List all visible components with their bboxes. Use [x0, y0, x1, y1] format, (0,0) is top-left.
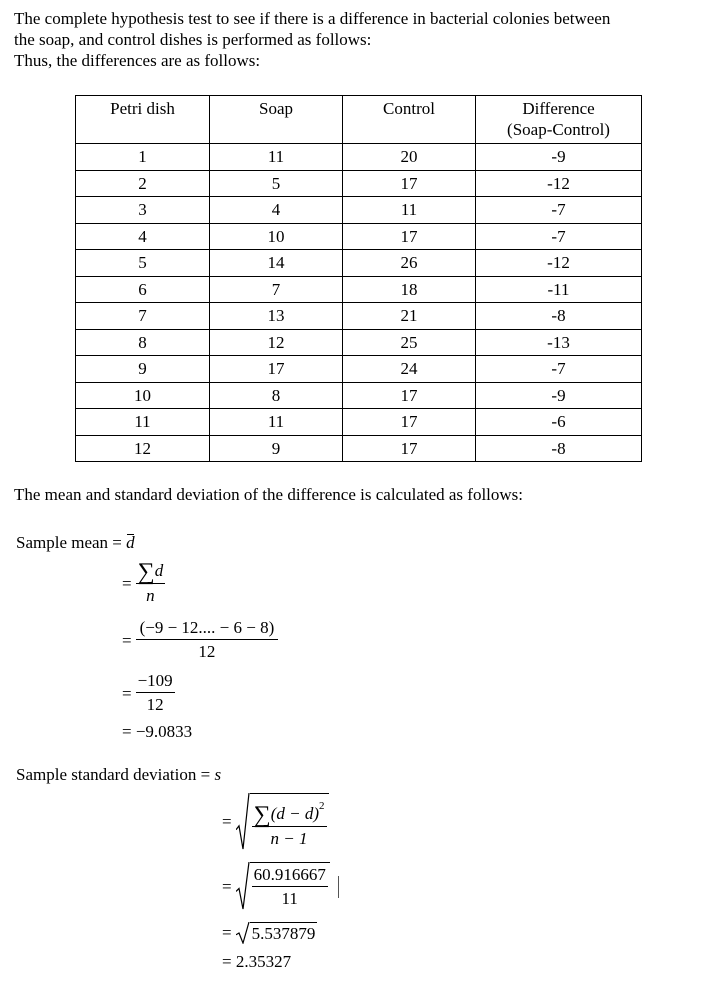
cell-soap: 17 [210, 356, 343, 383]
sd-step-2-numerator: 60.916667 [252, 864, 328, 887]
mean-step-3-numerator: −109 [136, 670, 175, 693]
mean-step-3-fraction [136, 670, 175, 717]
sd-step-2-denominator: 11 [281, 889, 298, 908]
cell-control: 17 [343, 170, 476, 197]
cell-difference: -13 [476, 329, 642, 356]
table-row [76, 223, 642, 250]
cell-control: 17 [343, 223, 476, 250]
table-row [76, 197, 642, 224]
header-difference [476, 96, 642, 144]
table-header-row [76, 96, 642, 144]
cell-control: 26 [343, 250, 476, 277]
cell-petri-dish: 12 [76, 435, 210, 462]
cell-difference: -9 [476, 382, 642, 409]
cell-petri-dish: 7 [76, 303, 210, 330]
cell-petri-dish: 4 [76, 223, 210, 250]
table-body [76, 144, 642, 462]
cell-petri-dish: 3 [76, 197, 210, 224]
sd-step-3-radical [236, 922, 318, 944]
cell-control: 11 [343, 197, 476, 224]
table-row [76, 250, 642, 277]
sd-label: Sample standard deviation = [16, 765, 215, 784]
mean-step-3: = $\frac{-109}{12}$ [122, 670, 175, 717]
mean-result: = −9.0833 [122, 722, 193, 741]
header-petri-dish: Petri dish [76, 96, 210, 144]
table-row [76, 329, 642, 356]
table-row [76, 382, 642, 409]
cell-petri-dish: 6 [76, 276, 210, 303]
radical-sign-icon [236, 922, 250, 944]
cell-difference: -8 [476, 303, 642, 330]
mean-step-1: = $\frac{\sum d}{n}$ [122, 560, 165, 608]
radical-sign-icon [236, 862, 250, 911]
sd-step-1: = $\frac{\sum(d - d)^2}{n - 1}$ [222, 793, 329, 851]
text-cursor [338, 876, 339, 898]
cell-difference: -9 [476, 144, 642, 171]
table-row [76, 409, 642, 436]
cell-petri-dish: 8 [76, 329, 210, 356]
cell-soap: 5 [210, 170, 343, 197]
cell-soap: 13 [210, 303, 343, 330]
mean-label: Sample mean = [16, 533, 127, 552]
mean-symbol: d [126, 533, 135, 552]
cell-soap: 8 [210, 382, 343, 409]
sigma-icon: ∑ [253, 802, 271, 828]
header-difference-sub: (Soap-Control) [507, 120, 610, 139]
cell-control: 24 [343, 356, 476, 383]
sd-step-1-exponent: 2 [319, 800, 325, 812]
mean-label-line [16, 533, 135, 553]
cell-soap: 12 [210, 329, 343, 356]
table-row [76, 356, 642, 383]
sd-step-2-radical [236, 862, 330, 911]
cell-difference: -7 [476, 223, 642, 250]
mean-step-2-fraction [136, 617, 279, 664]
header-soap: Soap [210, 96, 343, 144]
table-row [76, 144, 642, 171]
cell-soap: 14 [210, 250, 343, 277]
cell-soap: 9 [210, 435, 343, 462]
mean-step-2-denominator: 12 [198, 642, 216, 661]
cell-soap: 4 [210, 197, 343, 224]
cell-difference: -7 [476, 197, 642, 224]
mean-step-1-fraction [136, 560, 166, 608]
cell-control: 20 [343, 144, 476, 171]
cell-control: 18 [343, 276, 476, 303]
intro-line-2: the soap, and control dishes is performed as follows: [14, 30, 372, 49]
intro-line-1: The complete hypothesis test to see if there is a difference in bacterial colonies between [14, 9, 611, 28]
sd-step-1-denominator: n − 1 [270, 829, 308, 848]
cell-difference: -6 [476, 409, 642, 436]
cell-petri-dish: 2 [76, 170, 210, 197]
cell-petri-dish: 1 [76, 144, 210, 171]
table-row [76, 276, 642, 303]
sd-step-3-radicand: 5.537879 [251, 924, 316, 944]
cell-soap: 11 [210, 409, 343, 436]
cell-difference: -8 [476, 435, 642, 462]
sd-step-1-radical [236, 793, 329, 851]
mean-step-1-denominator: n [146, 586, 155, 605]
cell-soap: 7 [210, 276, 343, 303]
sd-step-1-numerator: (d − d) [270, 804, 319, 823]
cell-control: 21 [343, 303, 476, 330]
cell-soap: 11 [210, 144, 343, 171]
header-control: Control [343, 96, 476, 144]
sd-symbol: s [214, 765, 222, 784]
cell-difference: -12 [476, 170, 642, 197]
cell-difference: -7 [476, 356, 642, 383]
cell-control: 17 [343, 435, 476, 462]
sigma-icon: ∑ [137, 559, 155, 585]
cell-control: 25 [343, 329, 476, 356]
header-difference-label: Difference [522, 99, 595, 118]
mean-step-2-numerator: (−9 − 12.... − 6 − 8) [136, 617, 279, 640]
cell-control: 17 [343, 409, 476, 436]
radical-sign-icon [236, 793, 250, 851]
cell-petri-dish: 5 [76, 250, 210, 277]
intro-line-3: Thus, the differences are as follows: [14, 51, 261, 70]
cell-petri-dish: 9 [76, 356, 210, 383]
intro-text [14, 8, 714, 71]
table-row [76, 435, 642, 462]
sd-result: = 2.35327 [222, 952, 292, 971]
cell-difference: -12 [476, 250, 642, 277]
table-row [76, 170, 642, 197]
mean-step-1-numerator: d [154, 561, 164, 580]
mean-step-2: = $\frac{(-9 - 12.... - 6 - 8)}{12}$ [122, 617, 278, 664]
cell-control: 17 [343, 382, 476, 409]
mean-step-3-denominator: 12 [146, 695, 164, 714]
sd-step-3: = 5.537879 [222, 923, 316, 944]
table-row [76, 303, 642, 330]
cell-soap: 10 [210, 223, 343, 250]
cell-petri-dish: 11 [76, 409, 210, 436]
sd-label-line [16, 765, 221, 785]
cell-petri-dish: 10 [76, 382, 210, 409]
sd-step-2: = $\frac{60.916667}{11}$ [222, 862, 339, 911]
cell-difference: -11 [476, 276, 642, 303]
differences-table [75, 95, 642, 462]
mean-sd-intro: The mean and standard deviation of the difference is calculated as follows: [14, 485, 524, 504]
